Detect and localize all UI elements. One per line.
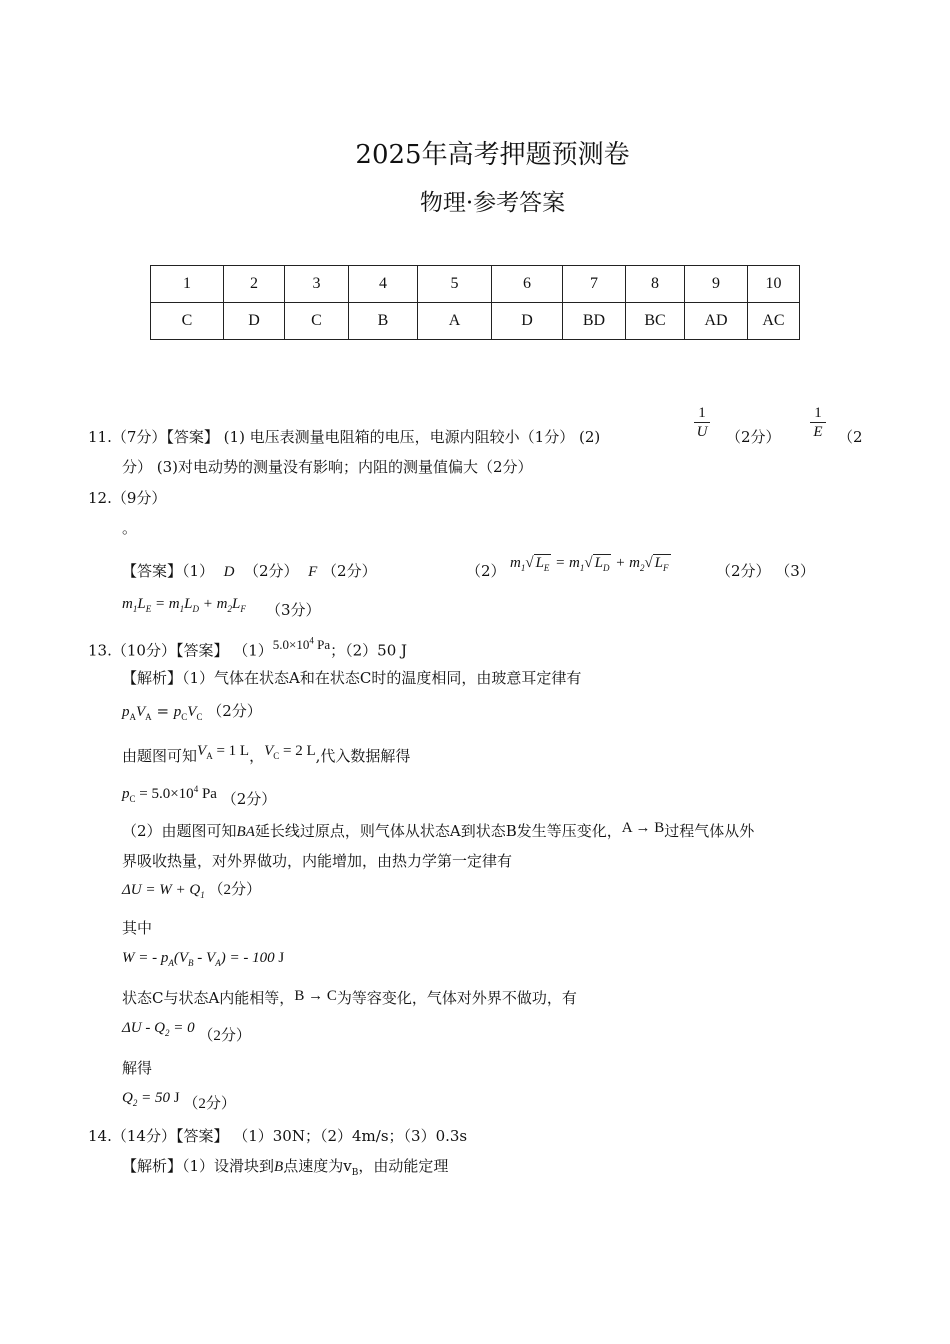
q14-text-a: 【解析】（1）设滑块到: [122, 1157, 275, 1175]
table-cell: 8: [626, 266, 685, 303]
q13-a-to-b: A → B: [621, 820, 665, 836]
q13-solve: 解得: [122, 1059, 153, 1077]
page-title: 2025年高考押题预测卷: [355, 140, 630, 170]
answer-table: [150, 265, 800, 340]
table-cell: 7: [563, 266, 626, 303]
q12-answer-label: 【答案】（1）: [122, 562, 215, 580]
q13-score6: （2分）: [183, 1096, 236, 1112]
table-cell: C: [151, 303, 224, 340]
table-cell: D: [492, 303, 563, 340]
q12-score1: （2分）: [243, 562, 299, 580]
q12-answer-d: D: [223, 564, 235, 580]
table-cell: C: [285, 303, 349, 340]
q13-part3-text-b: 为等容变化，气体对外界不做功，有: [336, 989, 577, 1007]
q13-analysis-1: 【解析】（1）气体在状态A和在状态C时的温度相同，由玻意耳定律有: [122, 669, 582, 687]
table-cell: AC: [748, 303, 800, 340]
q13-equation-q2: $\Delta U - Q_2 = 0$ （2分）: [122, 1020, 251, 1044]
q12-line1: 12.（9分）: [88, 489, 167, 507]
table-cell: BD: [563, 303, 626, 340]
q13-part3-line: [122, 988, 577, 1009]
q14-text-c: ，由动能定理: [358, 1157, 449, 1175]
table-cell: 2: [224, 266, 285, 303]
table-cell: 6: [492, 266, 563, 303]
q13-equation-work: W = - $p_A(V_B - V_A)$ = - 100 J: [122, 950, 285, 968]
table-cell: A: [418, 303, 492, 340]
q11-fraction-1-over-u: [694, 404, 710, 441]
table-cell: 10: [748, 266, 800, 303]
fraction-denominator: U: [696, 424, 708, 440]
q13-answer-rest: ；（2）50 J: [330, 641, 408, 660]
q13-vc: $V_C = 2$ L: [264, 743, 316, 761]
q13-va: $V_A = 1$ L: [197, 743, 250, 761]
q12-part2-label: （2）: [466, 562, 506, 580]
table-row-numbers: [151, 266, 800, 303]
q13-answer-line: [88, 637, 407, 661]
page-subtitle: 物理·参考答案: [419, 190, 566, 216]
table-cell: 9: [685, 266, 748, 303]
table-cell: B: [349, 303, 418, 340]
q13-known-rest: ,代入数据解得: [315, 747, 411, 765]
q12-dot: 。: [122, 519, 138, 537]
q13-score2: （2分）: [221, 790, 277, 808]
q13-equation-result: $Q_2 = 50$ J （2分）: [122, 1090, 236, 1112]
q13-equation-first-law: $\Delta U = W + Q_1$ （2分）: [122, 882, 261, 900]
q12-score3: （2分） （3）: [716, 562, 815, 580]
q14-subscript-b: B: [351, 1168, 359, 1178]
q13-score1: （2分）: [207, 702, 262, 720]
q13-equation-boyle: $p_AV_A = p_CV_C$ （2分）: [122, 702, 262, 722]
q13-part2-text-c: 过程气体从外: [664, 822, 755, 840]
q11-score1: （2分）: [726, 428, 781, 446]
q13-part2-text-a: （2）由题图可知: [122, 822, 237, 840]
q11-fraction-1-over-e: [810, 404, 826, 441]
q13-equation-pc: $p_C = 5.0\times 10^4$ Pa （2分）: [122, 784, 277, 808]
q13-score3: （2分）: [208, 882, 261, 898]
q13-answer-label: 13.（10分）【答案】 （1）: [88, 641, 273, 660]
fraction-denominator: E: [813, 424, 823, 440]
fraction-numerator: 1: [810, 404, 826, 423]
q12-score2: （2分）: [322, 562, 377, 580]
q13-part2-line2: 界吸收热量，对外界做功，内能增加，由热力学第一定律有: [122, 852, 513, 870]
q13-known-line: [122, 743, 411, 772]
q13-comma: ，: [249, 747, 265, 765]
q14-answer-line: 14.（14分）【答案】 （1）30N；（2）4m/s；（3）0.3s: [88, 1127, 468, 1145]
q13-b-to-c: B → C: [294, 988, 337, 1004]
q14-analysis-line: [122, 1156, 448, 1183]
q13-value1: $5.0\times 10^4$ Pa: [272, 636, 331, 653]
q12-equation-2: $m_1L_E = m_1L_D + m_2L_F$: [122, 596, 246, 614]
table-cell: 5: [418, 266, 492, 303]
q11-line2: 分） (3)对电动势的测量没有影响；内阻的测量值偏大（2分）: [122, 458, 533, 476]
table-cell: D: [224, 303, 285, 340]
table-cell: 1: [151, 266, 224, 303]
q13-ba: BA: [236, 824, 255, 840]
q13-where: 其中: [122, 919, 153, 937]
q11-score2: （2: [838, 428, 863, 446]
q11-line1: 11.（7分）【答案】 (1) 电压表测量电阻箱的电压，电源内阻较小（1分） (2): [88, 428, 601, 446]
fraction-numerator: 1: [694, 404, 710, 423]
q14-text-b: 点速度为v: [283, 1157, 352, 1175]
q12-answer-f: F: [308, 564, 318, 580]
table-cell: AD: [685, 303, 748, 340]
q13-part2-line1: [122, 821, 754, 842]
table-cell: 4: [349, 266, 418, 303]
q12-answer-line: [122, 561, 377, 582]
table-cell: 3: [285, 266, 349, 303]
q13-known-label: 由题图可知: [122, 747, 198, 765]
q12-score4: （3分）: [266, 601, 321, 619]
table-row-answers: [151, 303, 800, 340]
q13-score5: （2分）: [198, 1028, 251, 1044]
q14-point-b: B: [274, 1159, 284, 1175]
q12-equation-1: $m_1√$ $L_E = m_1√$ $L_D + m_2√$ $L_F$: [510, 555, 669, 573]
q13-part3-text-a: 状态C与状态A内能相等，: [122, 989, 295, 1007]
q13-part2-text-b: 延长线过原点，则气体从状态A到状态B发生等压变化，: [254, 822, 622, 840]
table-cell: BC: [626, 303, 685, 340]
